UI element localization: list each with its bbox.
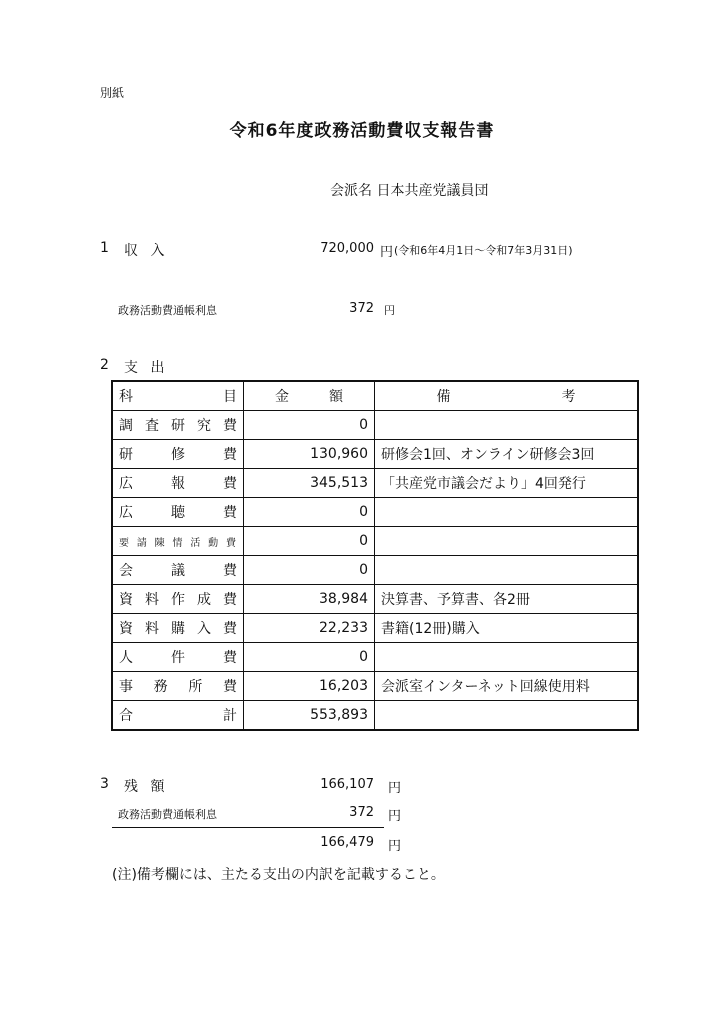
header-note-char: 備 xyxy=(436,389,451,405)
page-title: 令和6年度政務活動費収支報告書 xyxy=(229,121,495,141)
cell-note: 書籍(12冊)購入 xyxy=(375,614,639,643)
table-row xyxy=(112,469,638,498)
subject-char: 陳 xyxy=(154,537,166,549)
cell-amount: 16,203 xyxy=(244,672,375,701)
header-subject-char: 目 xyxy=(223,389,237,405)
cell-subject xyxy=(112,411,244,440)
cell-amount: 130,960 xyxy=(244,440,375,469)
balance-total: 166,479 xyxy=(320,835,374,850)
cell-subject xyxy=(112,440,244,469)
income-amount: 720,000 xyxy=(320,241,374,256)
header-subject-char: 科 xyxy=(119,389,133,405)
expenditure-heading: 支 出 xyxy=(124,360,169,376)
subject-char: 費 xyxy=(223,650,237,666)
balance-heading: 残 額 xyxy=(124,779,169,795)
subject-char: 料 xyxy=(145,621,159,637)
subject-char: 動 xyxy=(208,537,220,549)
subject-char: 計 xyxy=(223,708,237,724)
subject-char: 広 xyxy=(119,476,133,492)
subject-char: 情 xyxy=(172,537,184,549)
subject-char: 活 xyxy=(190,537,202,549)
cell-note: 決算書、予算書、各2冊 xyxy=(375,585,639,614)
subject-char: 合 xyxy=(119,708,133,724)
subject-char: 作 xyxy=(171,592,185,608)
cell-amount: 553,893 xyxy=(244,701,375,731)
subject-char: 査 xyxy=(145,418,159,434)
subject-char: 研 xyxy=(119,447,133,463)
cell-amount: 345,513 xyxy=(244,469,375,498)
cell-amount: 0 xyxy=(244,498,375,527)
income-interest-amount: 372 xyxy=(349,301,374,316)
faction-name: 会派名 日本共産党議員団 xyxy=(330,183,489,199)
cell-amount: 38,984 xyxy=(244,585,375,614)
cell-note: 「共産党市議会だより」4回発行 xyxy=(375,469,639,498)
subject-char: 資 xyxy=(119,621,133,637)
cell-amount: 0 xyxy=(244,556,375,585)
balance-interest-amount: 372 xyxy=(349,805,374,820)
subject-char: 所 xyxy=(188,679,203,695)
subject-char: 事 xyxy=(119,679,133,695)
cell-subject xyxy=(112,643,244,672)
subject-char: 報 xyxy=(171,476,185,492)
subject-char: 料 xyxy=(145,592,159,608)
subject-char: 入 xyxy=(197,621,211,637)
sum-divider xyxy=(112,827,384,828)
table-row xyxy=(112,556,638,585)
table-row xyxy=(112,585,638,614)
subject-char: 費 xyxy=(223,592,237,608)
balance-total-unit: 円 xyxy=(388,839,402,854)
balance-amount: 166,107 xyxy=(320,777,374,792)
cell-subject xyxy=(112,556,244,585)
cell-subject xyxy=(112,614,244,643)
header-note-char: 考 xyxy=(561,389,576,405)
table-row xyxy=(112,498,638,527)
subject-char: 費 xyxy=(222,679,237,695)
subject-char: 費 xyxy=(223,447,237,463)
subject-char: 費 xyxy=(223,621,237,637)
table-row xyxy=(112,440,638,469)
subject-char: 費 xyxy=(223,505,237,521)
income-interest-unit: 円 xyxy=(384,304,395,317)
expenditure-heading-number: 2 xyxy=(100,357,113,373)
subject-char: 要 xyxy=(119,537,130,549)
cell-subject xyxy=(112,585,244,614)
balance-unit: 円 xyxy=(388,781,402,796)
income-heading-number: 1 xyxy=(100,240,113,256)
balance-heading-number: 3 xyxy=(100,776,113,792)
balance-interest-label: 政務活動費通帳利息 xyxy=(118,808,217,821)
table-row xyxy=(112,701,638,731)
subject-char: 調 xyxy=(119,418,133,434)
column-header-note xyxy=(375,381,639,411)
cell-note xyxy=(375,556,639,585)
table-row xyxy=(112,672,638,701)
cell-subject xyxy=(112,527,244,556)
subject-char: 究 xyxy=(197,418,211,434)
header-amount-char: 金 xyxy=(275,389,289,405)
cell-subject xyxy=(112,672,244,701)
column-header-subject xyxy=(112,381,244,411)
income-unit: 円 xyxy=(380,245,394,260)
income-period: (令和6年4月1日～令和7年3月31日) xyxy=(394,244,573,257)
subject-char: 件 xyxy=(171,650,185,666)
cell-subject xyxy=(112,498,244,527)
subject-char: 議 xyxy=(171,563,185,579)
cell-note xyxy=(375,411,639,440)
subject-char: 費 xyxy=(223,563,237,579)
subject-char: 研 xyxy=(171,418,185,434)
expenditure-table xyxy=(111,380,639,731)
subject-char: 費 xyxy=(223,418,237,434)
footnote: (注)備考欄には、主たる支出の内訳を記載すること。 xyxy=(112,867,445,883)
cell-note xyxy=(375,498,639,527)
table-row xyxy=(112,614,638,643)
subject-char: 成 xyxy=(197,592,211,608)
income-interest-label: 政務活動費通帳利息 xyxy=(118,304,217,317)
subject-char: 請 xyxy=(136,537,148,549)
subject-char: 務 xyxy=(153,679,168,695)
subject-char: 会 xyxy=(119,563,133,579)
balance-interest-unit: 円 xyxy=(388,809,402,824)
cell-subject xyxy=(112,701,244,731)
table-row xyxy=(112,643,638,672)
subject-char: 費 xyxy=(223,476,237,492)
cell-note xyxy=(375,643,639,672)
cell-amount: 0 xyxy=(244,527,375,556)
cell-amount: 0 xyxy=(244,411,375,440)
cell-note xyxy=(375,701,639,731)
subject-char: 修 xyxy=(171,447,185,463)
cell-note: 研修会1回、オンライン研修会3回 xyxy=(375,440,639,469)
subject-char: 購 xyxy=(171,621,185,637)
subject-char: 聴 xyxy=(171,505,185,521)
cell-subject xyxy=(112,469,244,498)
subject-char: 費 xyxy=(225,537,237,549)
cell-amount: 22,233 xyxy=(244,614,375,643)
subject-char: 資 xyxy=(119,592,133,608)
income-heading: 収 入 xyxy=(124,243,169,259)
column-header-amount xyxy=(244,381,375,411)
subject-char: 人 xyxy=(119,650,133,666)
cell-note xyxy=(375,527,639,556)
table-row xyxy=(112,411,638,440)
table-row xyxy=(112,527,638,556)
cell-amount: 0 xyxy=(244,643,375,672)
table-header-row xyxy=(112,381,638,411)
subject-char: 広 xyxy=(119,505,133,521)
cell-note: 会派室インターネット回線使用料 xyxy=(375,672,639,701)
header-amount-char: 額 xyxy=(329,389,343,405)
attachment-label: 別紙 xyxy=(100,86,125,100)
